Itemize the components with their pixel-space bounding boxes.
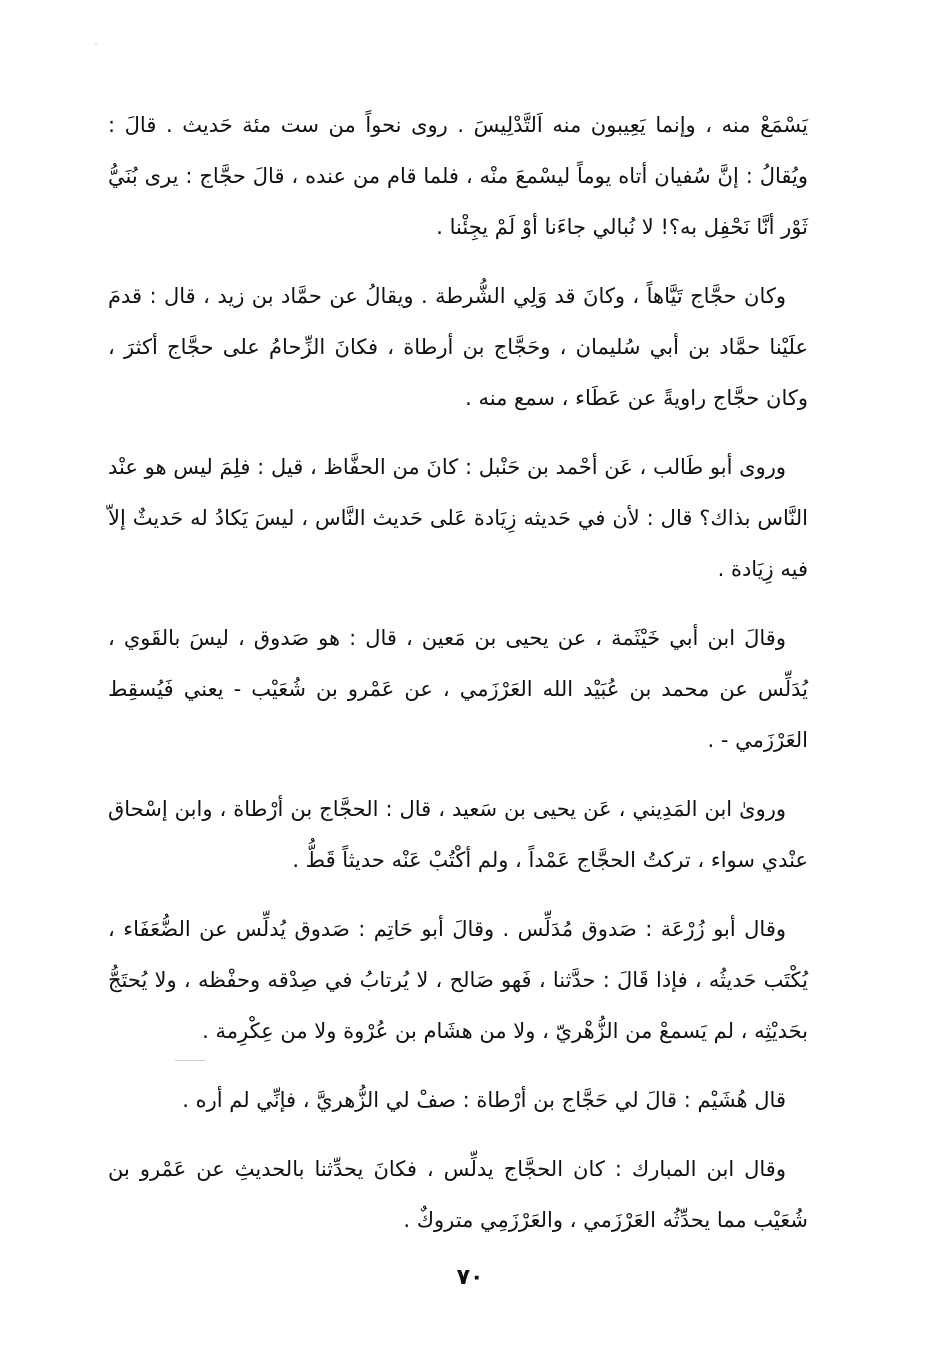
body-text <box>108 100 808 1264</box>
page-number: ٧٠ <box>456 1265 484 1290</box>
scan-speck <box>95 44 97 45</box>
paragraph-7: قال هُشَيْم : قالَ لي حَجَّاج بن أرْطاة : صفْ لي الزُّهريَّ ، فإنِّي لم أره . <box>182 1088 786 1112</box>
paragraph-3: وروى أبو طَالب ، عَن أحْمد بن حَنْبل : كانَ من الحفَّاظ ، قيل : فلِمَ ليس هو عنْد النَّاس بذاك؟ قال : لأن في حَديثه زِيَادة عَلى حَديث النَّاس ، ليسَ يَكادُ له حَديثٌ إلاّ فيه زِيَادة . <box>108 455 808 581</box>
paragraph-1: يَسْمَعْ منه ، وإنما يَعِيبون منه اَلتَّدْلِيسَ . روى نحواً من ست مئة حَديث . قالَ : ويُقالُ : إنَّ سُفيان أتاه يوماً ليسْمعَ منْه ، فلما قام من عنده ، قالَ حجَّاج : يرى بُنَيُّ ثَوْر أنَّا نَحْفِل به؟! لا نُبالي جاءَنا أوْ لَمْ يجِئْنا . <box>108 113 808 239</box>
paragraph-5: وروىٰ ابن المَدِيني ، عَن يحيى بن سَعيد ، قال : الحجَّاج بن أرْطاة ، وابن إسْحاق عنْدي سواء ، تركتُ الحجَّاج عَمْداً ، ولم أكْتُبْ عَنْه حديثاً قَطُّ . <box>108 797 808 872</box>
paragraph-2: وكان حجَّاج تَيَّاهاً ، وكانَ قد وَلِي الشُّرطة . ويقالُ عن حمَّاد بن زيد ، قال : قدمَ علَيْنا حمَّاد بن أبي سُليمان ، وحَجَّاج بن أرطاة ، فكانَ الزِّحامُ على حجَّاج أكثرَ ، وكان حجَّاج راويةً عن عَطَاء ، سمع منه . <box>108 284 808 410</box>
paragraph-4: وقالَ ابن أبي خَيْثَمة ، عن يحيى بن مَعين ، قال : هو صَدوق ، ليسَ بالقَوي ، يُدَلِّس عن محمد بن عُبَيْد الله العَرْزَمي ، عن عَمْرو بن شُعَيْب - يعني فَيُسقِط العَرْزَمي - . <box>108 626 808 752</box>
paragraph-6: وقال أبو زُرْعَة : صَدوق مُدَلِّس . وقالَ أبو حَاتِم : صَدوق يُدلِّس عن الضُّعَفَاء ، يُكْتَب حَديثُه ، فإذا قَالَ : حدَّثنا ، فَهو صَالح ، لا يُرتابُ في صِدْقه وحفْظه ، ولا يُحتَجُّ بحَديْثِه ، لم يَسمعْ من الزُّهْريّ ، ولا من هشَام بن عُرْوة ولا من عِكْرِمة . <box>108 917 808 1043</box>
paragraph-8: وقال ابن المبارك : كان الحجَّاج يدلِّس ، فكانَ يحدِّثنا بالحديثِ عن عَمْرو بن شُعَيْب مما يحدِّثُه العَرْزَمي ، والعَرْزَمِي متروكٌ . <box>108 1157 808 1232</box>
